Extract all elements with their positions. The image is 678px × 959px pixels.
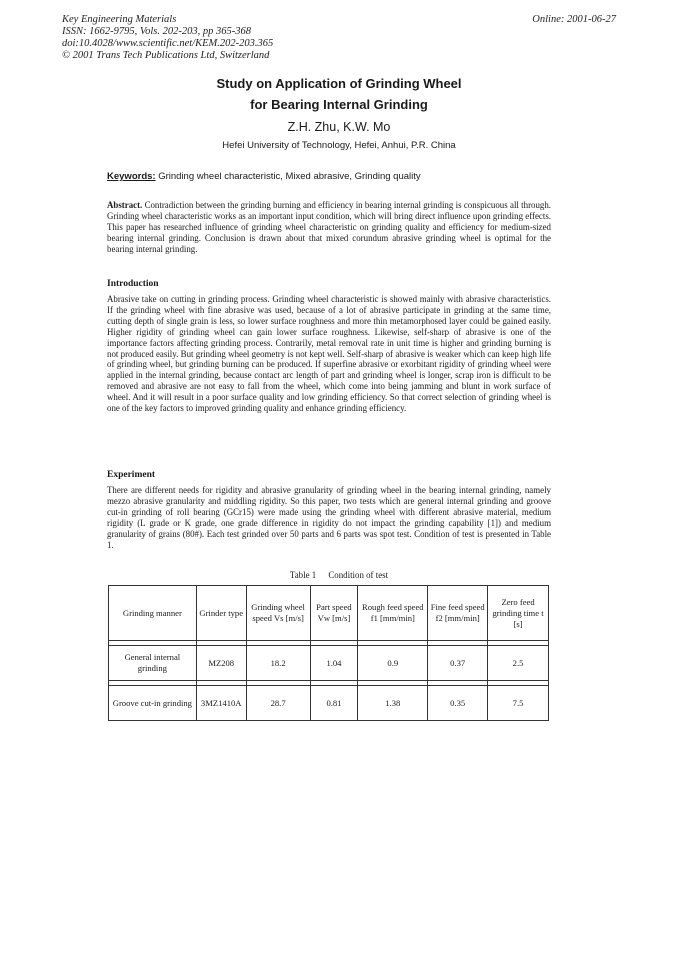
table-caption [0,570,678,580]
table-cell: 1.38 [358,686,428,721]
title-line-1: Study on Application of Grinding Wheel [216,76,462,91]
table-cell: 3MZ1410A [196,686,246,721]
table-cell: 1.04 [310,646,358,681]
doi-line: doi:10.4028/www.scientific.net/KEM.202-203.365 [62,38,274,49]
title-line-2: for Bearing Internal Grinding [250,97,428,112]
table-cell: 0.35 [428,686,488,721]
table-cell: Groove cut-in grinding [109,686,197,721]
table-cell: 2.5 [488,646,549,681]
issn-line: ISSN: 1662-9795, Vols. 202-203, pp 365-368 [62,26,251,37]
table-caption-title: Condition of test [328,570,389,580]
experiment-text: There are different needs for rigidity and abrasive granularity of grinding wheel in the bearing internal grinding, namely mezzo abrasive granularity and middling rigidity. So this paper, two tests which are general internal grinding and groove cut-in grinding of roll bearing (GCr15) were made using the grinding wheel with different abrasive material, medium rigidity (L grade or K grade, one grade difference in rigidity do not impact the grinding capability [1]) and medium granularity of grains (80#). Each test grinded over 50 parts and 6 parts was spot test. Condition of test is presented in Table 1. [107,485,551,550]
table-row [109,686,549,721]
table-cell: General internal grinding [109,646,197,681]
authors: Z.H. Zhu, K.W. Mo [287,120,391,134]
condition-table [108,585,549,721]
journal-header [62,14,273,62]
keywords [107,171,421,182]
table-header-cell: Zero feed grinding time t [s] [488,586,549,641]
table-cell: 28.7 [246,686,310,721]
table-header-cell: Fine feed speed f2 [mm/min] [428,586,488,641]
table-caption-label: Table 1 [289,570,317,580]
introduction-text: Abrasive take on cutting in grinding process. Grinding wheel characteristic is showed mainly with abrasive characteristics. If the grinding wheel with fine abrasive was used, because of a lot of abrasive participate in grinding at the same time, cutting depth of single grain is less, so lower surface roughness and more thin metamorphosed layer could be gained easily. Higher rigidity of grinding wheel can gain lower surface roughness. Likewise, self-sharp of abrasive is one of the importance factors affecting grinding process. Contrarily, metal removal rate in unit time is higher and grinding burning is not produced easily. But grinding wheel geometry is not kept well. Self-sharp of abrasive is weaker which can keep high life of grinding wheel, but grinding burning can be produced. If superfine abrasive or exorbitant rigidity of grinding wheel were applied in the internal grinding, because contact arc length of part and grinding wheel is longer, scrap iron is difficult to be removed and abrasive are not easy to fall from the wheel, which come into being jamming and blunt in work surface of wheel. And it will result in a poor surface quality and low grinding efficiency. So that correct selection of grinding wheel is one of the key factors to improved grinding quality and enhance grinding efficiency. [107,294,551,414]
table-row [109,646,549,681]
table-header-cell: Grinding wheel speed Vs [m/s] [246,586,310,641]
abstract-text: Contradiction between the grinding burning and efficiency in bearing internal grinding is conspicuous all through. Grinding wheel characteristic works as an important input condition, which will bring direct influence upon grinding effects. This paper has researched influence of grinding wheel characteristic on grinding quality and efficiency for medium-sized bearing internal grinding. Conclusion is drawn about that mixed corundum abrasive grinding wheel is optimal for the bearing internal grinding. [107,200,552,254]
experiment-heading: Experiment [107,470,156,480]
table-cell: 0.37 [428,646,488,681]
introduction-heading: Introduction [107,279,159,289]
table-header-cell: Grinder type [196,586,246,641]
copyright-line: © 2001 Trans Tech Publications Ltd, Switzerland [62,50,270,61]
table-header-cell: Part speed Vw [m/s] [310,586,358,641]
table-cell: 0.81 [310,686,358,721]
abstract-label: Abstract. [107,200,143,210]
table-cell: 0.9 [358,646,428,681]
online-date: Online: 2001-06-27 [532,14,616,25]
keywords-text: Grinding wheel characteristic, Mixed abrasive, Grinding quality [158,171,421,182]
table-cell: MZ208 [196,646,246,681]
table-header-cell: Rough feed speed f1 [mm/min] [358,586,428,641]
table-cell: 7.5 [488,686,549,721]
affiliation: Hefei University of Technology, Hefei, Anhui, P.R. China [222,140,456,151]
abstract [107,200,551,255]
table-cell: 18.2 [246,646,310,681]
table-header-row [109,586,549,641]
keywords-label: Keywords: [107,171,156,182]
table-header-cell: Grinding manner [109,586,197,641]
journal-name: Key Engineering Materials [62,14,177,25]
paper-title [0,73,678,115]
